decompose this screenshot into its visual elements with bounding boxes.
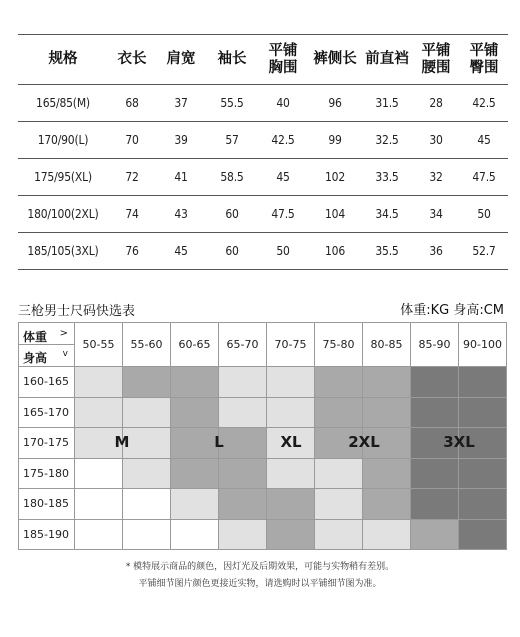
spec-size-cell: 175/95(XL) [18, 159, 108, 196]
size-grid-cell [123, 519, 171, 550]
weight-range-header: 75-80 [315, 323, 363, 367]
spec-value-cell: 43 [156, 196, 206, 233]
spec-header-text: 衣长 [117, 51, 147, 67]
size-grid-cell [75, 519, 123, 550]
weight-range-header: 85-90 [411, 323, 459, 367]
spec-value-cell: 76 [108, 233, 156, 270]
spec-value-cell: 37 [156, 85, 206, 122]
spec-row [18, 85, 508, 122]
size-grid-cell [171, 458, 219, 489]
weight-range-header: 55-60 [123, 323, 171, 367]
spec-header-text: 袖长 [217, 51, 247, 67]
quick-select-unit: 体重:KG 身高:CM [400, 303, 504, 318]
weight-range-header: 90-100 [459, 323, 507, 367]
size-grid-cell [267, 397, 315, 428]
spec-header-text: 裤侧长 [313, 51, 357, 67]
size-grid-cell [75, 458, 123, 489]
height-range-header: 180-185 [19, 489, 75, 520]
spec-value-cell: 40 [258, 85, 308, 122]
spec-row [18, 196, 508, 233]
height-range-header: 185-190 [19, 519, 75, 550]
size-grid-cell [315, 489, 363, 520]
height-row [19, 458, 507, 489]
size-grid-cell [267, 458, 315, 489]
spec-value-cell: 45 [460, 122, 508, 159]
spec-header-text: 肩宽 [166, 51, 196, 67]
size-label-2xl: 2XL [348, 433, 380, 451]
quick-select-title: 三枪男士尺码快选表 [18, 304, 136, 319]
height-row [19, 397, 507, 428]
size-grid-cell [219, 428, 267, 459]
size-grid-cell [123, 458, 171, 489]
weight-range-header: 60-65 [171, 323, 219, 367]
size-grid-cell [315, 397, 363, 428]
height-arrow-icon: v [62, 349, 68, 359]
size-label-l: L [214, 433, 224, 451]
spec-value-cell: 104 [308, 196, 362, 233]
size-label-m: M [114, 433, 130, 451]
spec-value-cell: 32.5 [362, 122, 412, 159]
spec-value-cell: 50 [460, 196, 508, 233]
spec-value-cell: 55.5 [206, 85, 258, 122]
spec-value-cell: 57 [206, 122, 258, 159]
spec-value-cell: 47.5 [258, 196, 308, 233]
spec-header-cell [412, 35, 460, 85]
weight-range-header: 50-55 [75, 323, 123, 367]
spec-header-cell [156, 35, 206, 85]
spec-value-cell: 96 [308, 85, 362, 122]
height-row [19, 428, 507, 459]
spec-value-cell: 45 [258, 159, 308, 196]
spec-row [18, 233, 508, 270]
spec-value-cell: 34 [412, 196, 460, 233]
spec-value-cell: 35.5 [362, 233, 412, 270]
size-grid-cell [363, 519, 411, 550]
size-grid-cell [171, 519, 219, 550]
size-grid-cell [459, 397, 507, 428]
size-grid-cell [219, 397, 267, 428]
size-quick-select-grid [18, 322, 506, 549]
spec-header-text: 平铺 [469, 42, 499, 59]
size-grid-cell [363, 458, 411, 489]
spec-value-cell: 70 [108, 122, 156, 159]
size-grid-cell [411, 458, 459, 489]
size-grid-cell [411, 489, 459, 520]
spec-header-text: 臀围 [469, 59, 499, 76]
size-grid-cell [219, 367, 267, 398]
spec-header-text: 腰围 [421, 59, 451, 76]
size-grid-cell [171, 367, 219, 398]
spec-value-cell: 32 [412, 159, 460, 196]
spec-row [18, 159, 508, 196]
size-label-xl: XL [280, 433, 302, 451]
size-grid-cell [75, 397, 123, 428]
size-grid-cell [459, 519, 507, 550]
spec-value-cell: 74 [108, 196, 156, 233]
spec-value-cell: 60 [206, 196, 258, 233]
height-row [19, 489, 507, 520]
size-grid-cell [219, 519, 267, 550]
spec-value-cell: 99 [308, 122, 362, 159]
spec-header-cell [108, 35, 156, 85]
size-grid-cell [171, 397, 219, 428]
spec-value-cell: 50 [258, 233, 308, 270]
spec-size-cell: 170/90(L) [18, 122, 108, 159]
size-grid-cell [123, 397, 171, 428]
size-grid-cell [363, 397, 411, 428]
spec-value-cell: 34.5 [362, 196, 412, 233]
spec-header-cell [206, 35, 258, 85]
spec-header-text: 规格 [48, 51, 78, 67]
spec-header-text: 平铺 [268, 42, 298, 59]
size-grid-cell [411, 367, 459, 398]
size-grid-cell [267, 367, 315, 398]
spec-header-text: 平铺 [421, 42, 451, 59]
size-grid-cell [267, 489, 315, 520]
disclaimer-line-1: * 模特展示商品的颜色，因灯光及后期效果，可能与实物稍有差别。 [125, 562, 395, 572]
size-grid-cell [363, 489, 411, 520]
weight-range-header: 80-85 [363, 323, 411, 367]
size-grid-cell [123, 489, 171, 520]
spec-size-cell: 165/85(M) [18, 85, 108, 122]
spec-value-cell: 36 [412, 233, 460, 270]
spec-value-cell: 31.5 [362, 85, 412, 122]
spec-row [18, 122, 508, 159]
size-grid-cell [75, 489, 123, 520]
spec-header-text: 前直裆 [365, 51, 409, 67]
spec-value-cell: 39 [156, 122, 206, 159]
spec-value-cell: 33.5 [362, 159, 412, 196]
height-label: 身高 [23, 351, 48, 365]
size-grid-cell [75, 367, 123, 398]
size-grid-cell [411, 519, 459, 550]
size-grid-cell [459, 489, 507, 520]
weight-label: 体重 [23, 330, 48, 344]
size-grid-cell [315, 519, 363, 550]
spec-value-cell: 106 [308, 233, 362, 270]
size-label-3xl: 3XL [443, 433, 475, 451]
weight-range-header: 65-70 [219, 323, 267, 367]
spec-value-cell: 42.5 [460, 85, 508, 122]
height-range-header: 165-170 [19, 397, 75, 428]
size-grid-cell [315, 458, 363, 489]
spec-body [18, 85, 508, 270]
size-grid-cell [219, 489, 267, 520]
height-row [19, 367, 507, 398]
spec-header-text: 胸围 [268, 59, 298, 76]
spec-value-cell: 52.7 [460, 233, 508, 270]
spec-value-cell: 47.5 [460, 159, 508, 196]
spec-value-cell: 58.5 [206, 159, 258, 196]
spec-header-cell [308, 35, 362, 85]
size-grid-cell [459, 458, 507, 489]
size-grid-cell [123, 428, 171, 459]
spec-value-cell: 30 [412, 122, 460, 159]
spec-size-cell: 185/105(3XL) [18, 233, 108, 270]
size-grid-cell [459, 367, 507, 398]
spec-value-cell: 41 [156, 159, 206, 196]
weight-arrow-icon: > [59, 328, 68, 339]
disclaimer-line-2: 平铺细节图片颜色更接近实物，请选购时以平铺细节图为准。 [138, 579, 382, 589]
spec-header-cell [18, 35, 108, 85]
spec-header-cell [362, 35, 412, 85]
size-grid-cell [363, 367, 411, 398]
size-grid-cell [171, 489, 219, 520]
grid-corner-cell [19, 323, 75, 367]
height-range-header: 175-180 [19, 458, 75, 489]
size-grid-cell [171, 428, 219, 459]
spec-value-cell: 72 [108, 159, 156, 196]
spec-value-cell: 42.5 [258, 122, 308, 159]
size-grid-cell [267, 519, 315, 550]
spec-value-cell: 45 [156, 233, 206, 270]
size-grid-cell [315, 367, 363, 398]
height-range-header: 170-175 [19, 428, 75, 459]
weight-range-header: 70-75 [267, 323, 315, 367]
spec-size-cell: 180/100(2XL) [18, 196, 108, 233]
spec-header-row [18, 35, 508, 85]
height-row [19, 519, 507, 550]
spec-value-cell: 102 [308, 159, 362, 196]
spec-value-cell: 60 [206, 233, 258, 270]
spec-value-cell: 68 [108, 85, 156, 122]
size-grid-cell [411, 397, 459, 428]
height-range-header: 160-165 [19, 367, 75, 398]
size-grid-cell [219, 458, 267, 489]
spec-value-cell: 28 [412, 85, 460, 122]
spec-header-cell [258, 35, 308, 85]
size-spec-table [18, 34, 508, 270]
spec-header-cell [460, 35, 508, 85]
size-grid-cell [123, 367, 171, 398]
